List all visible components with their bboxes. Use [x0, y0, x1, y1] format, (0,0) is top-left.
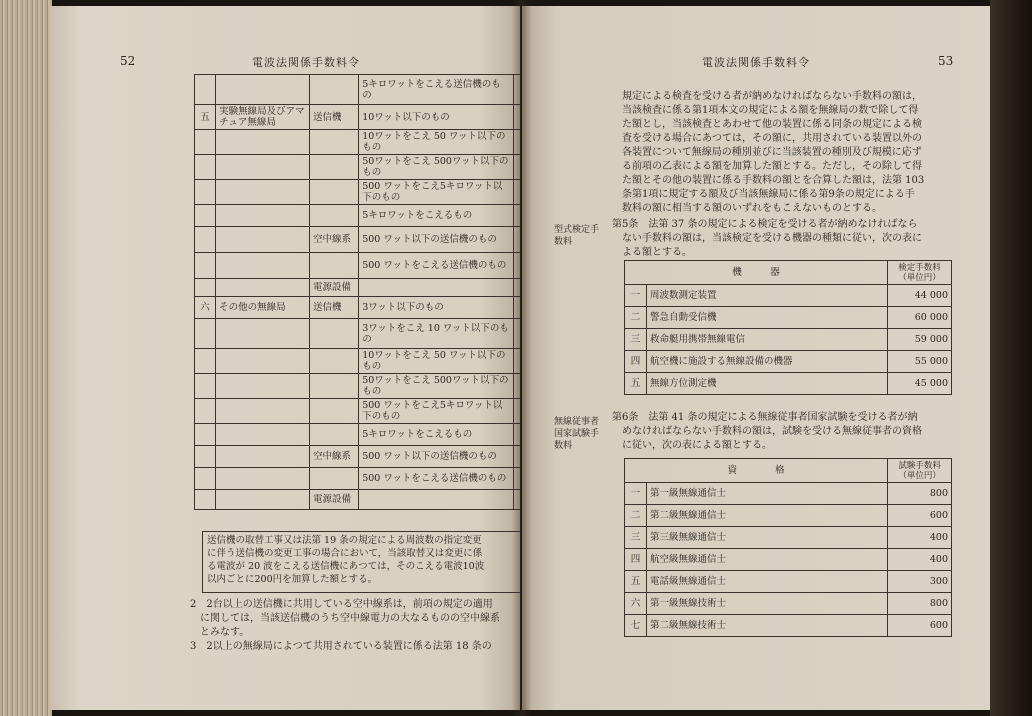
article-6-margin-heading: 無線従事者 国家試験手 数料	[554, 417, 600, 451]
fee-table-row	[195, 205, 521, 227]
class-number	[195, 399, 216, 424]
table-row	[625, 571, 952, 593]
article-5: 第5条 法第 37 条の規定による検定を受ける者が納めなければなら ない手数料の額は，当該検定を受ける機器の種類に従い，次の表に よる額とする。	[612, 219, 922, 258]
row-fee: 45 000	[888, 373, 952, 395]
row-label: 第三級無線通信士	[646, 527, 887, 549]
fee-table-row	[195, 319, 521, 349]
row-number: 二	[625, 307, 647, 329]
inspection-fee-table	[624, 260, 952, 395]
row-label: 警急自動受信機	[646, 307, 887, 329]
station-type	[216, 227, 310, 253]
paragraph-3: 3 2以上の無線局によつて共用されている装置に係る法第 18 条の	[190, 641, 492, 652]
fee-table-row	[195, 374, 521, 399]
equipment-spec	[359, 490, 514, 510]
equipment-spec: 500 ワットをこえる送信機のもの	[359, 253, 514, 279]
equipment-type	[309, 130, 358, 155]
fee-table-row	[195, 130, 521, 155]
fee-table-row	[195, 490, 521, 510]
equipment-type: 空中線系	[309, 227, 358, 253]
table-row	[625, 373, 952, 395]
equipment-spec: 500 ワットをこえる送信機のもの	[359, 468, 514, 490]
station-type	[216, 490, 310, 510]
row-fee: 400	[888, 527, 952, 549]
row-number: 一	[625, 285, 647, 307]
equipment-spec: 500 ワットをこえ5キロワット以下のもの	[359, 399, 514, 424]
table-row	[625, 285, 952, 307]
class-number	[195, 468, 216, 490]
table-row	[625, 505, 952, 527]
row-label: 第二級無線技術士	[646, 615, 887, 637]
station-type: 実験無線局及びアマチュア無線局	[216, 105, 310, 130]
station-type	[216, 253, 310, 279]
equipment-type	[309, 399, 358, 424]
table-row	[625, 593, 952, 615]
fee-table-row	[195, 253, 521, 279]
class-number	[195, 490, 216, 510]
equipment-spec: 3ワットをこえ 10 ワット以下のもの	[359, 319, 514, 349]
row-fee: 800	[888, 483, 952, 505]
equipment-spec: 50ワットをこえ 500ワット以下のもの	[359, 155, 514, 180]
book-cover-right	[990, 0, 1032, 716]
equipment-type: 電源設備	[309, 279, 358, 297]
row-fee: 60 000	[888, 307, 952, 329]
class-number	[195, 253, 216, 279]
row-label: 第一級無線通信士	[646, 483, 887, 505]
equipment-spec: 500 ワットをこえ5キロワット以下のもの	[359, 180, 514, 205]
row-number: 四	[625, 549, 647, 571]
row-fee: 600	[888, 505, 952, 527]
row-fee: 55 000	[888, 351, 952, 373]
table-header-fee: 検定手数料（単位円）	[888, 261, 952, 285]
class-number	[195, 75, 216, 105]
fee-table-row	[195, 446, 521, 468]
station-type	[216, 75, 310, 105]
table-row	[625, 351, 952, 373]
table-header-qualification: 資 格	[625, 459, 888, 483]
class-number	[195, 279, 216, 297]
row-number: 一	[625, 483, 647, 505]
row-fee: 44 000	[888, 285, 952, 307]
table-header-fee: 試験手数料（単位円）	[888, 459, 952, 483]
class-number: 五	[195, 105, 216, 130]
fee-table-row	[195, 155, 521, 180]
row-fee: 400	[888, 549, 952, 571]
row-label: 第二級無線通信士	[646, 505, 887, 527]
station-type	[216, 446, 310, 468]
class-number	[195, 424, 216, 446]
row-label: 航空級無線通信士	[646, 549, 887, 571]
table-header-device: 機 器	[625, 261, 888, 285]
row-fee: 59 000	[888, 329, 952, 351]
station-type	[216, 319, 310, 349]
fee-table-row	[195, 468, 521, 490]
running-header: 電波法関係手数料令	[702, 56, 810, 69]
paragraph-2: 2 2台以上の送信機に共用している空中線系は，前項の規定の適用 に関しては，当該送信機のうち空中線電力の大なるものの空中線系 とみなす。	[190, 599, 500, 638]
row-label: 救命艇用携帯無線電信	[646, 329, 887, 351]
fee-table-row	[195, 297, 521, 319]
fee-table-continued	[194, 74, 520, 510]
equipment-type	[309, 75, 358, 105]
row-number: 三	[625, 527, 647, 549]
equipment-spec: 5キロワットをこえるもの	[359, 424, 514, 446]
row-number: 三	[625, 329, 647, 351]
class-number	[195, 155, 216, 180]
equipment-type	[309, 424, 358, 446]
equipment-type	[309, 155, 358, 180]
equipment-spec: 10ワットをこえ 50 ワット以下のもの	[359, 130, 514, 155]
table-row	[625, 307, 952, 329]
row-fee: 600	[888, 615, 952, 637]
fee-table-row	[195, 424, 521, 446]
class-number	[195, 130, 216, 155]
station-type	[216, 468, 310, 490]
station-type: その他の無線局	[216, 297, 310, 319]
table-row	[625, 549, 952, 571]
page-edges-left	[0, 0, 52, 716]
station-type	[216, 424, 310, 446]
page-number: 52	[120, 54, 136, 68]
row-label: 無線方位測定機	[646, 373, 887, 395]
row-fee: 800	[888, 593, 952, 615]
equipment-type	[309, 374, 358, 399]
table-note: 送信機の取替工事又は法第 19 条の規定による周波数の指定変更 に伴う送信機の変更工事の場合において，当該取替又は変更に係 る電波が 20 波をこえる送信機にあつては，そのこえる電波10波 以内ごとに200円を加算した額とする。	[202, 531, 520, 593]
class-number	[195, 446, 216, 468]
equipment-type	[309, 468, 358, 490]
equipment-spec: 50ワットをこえ 500ワット以下のもの	[359, 374, 514, 399]
station-type	[216, 374, 310, 399]
station-type	[216, 130, 310, 155]
row-label: 電話級無線通信士	[646, 571, 887, 593]
row-label: 第一級無線技術士	[646, 593, 887, 615]
equipment-spec: 5キロワットをこえるもの	[359, 205, 514, 227]
equipment-spec: 3ワット以下のもの	[359, 297, 514, 319]
running-header: 電波法関係手数料令	[252, 56, 360, 69]
row-label: 周波数測定装置	[646, 285, 887, 307]
equipment-spec: 10ワット以下のもの	[359, 105, 514, 130]
row-number: 二	[625, 505, 647, 527]
right-page	[522, 6, 990, 710]
article-6: 第6条 法第 41 条の規定による無線従事者国家試験を受ける者が納 めなければならない手数料の額は，試験を受ける無線従事者の資格 に従い，次の表による額とする。	[612, 412, 922, 451]
station-type	[216, 279, 310, 297]
station-type	[216, 349, 310, 374]
fee-table-row	[195, 399, 521, 424]
fee-table-row	[195, 349, 521, 374]
table-row	[625, 615, 952, 637]
table-row	[625, 527, 952, 549]
row-fee: 300	[888, 571, 952, 593]
row-label: 航空機に施設する無線設備の機器	[646, 351, 887, 373]
intro-paragraph: 規定による検査を受ける者が納めなければならない手数料の額は， 当該検査に係る第1項本文の規定による額を無線局の数で除して得 た額とし，当該検査とあわせて他の装置に係る同条の規定による検 査を受ける場合にあつては，その額に，共用されている装置以外の 各装置について無線局の種別並びに当該装置の種別及び規模に応ず る前項の乙表による額を加算した額とする。ただし，その除して得 た額とその他の装置に係る手数料の額とを合算した額は，法第 103 条第1項に規定する額及び当該無線局に係る第9条の規定による手 数料の額に相当する額のいずれをもこえないものとする。	[622, 91, 925, 214]
exam-fee-table	[624, 458, 952, 637]
row-number: 七	[625, 615, 647, 637]
fee-table-row	[195, 75, 521, 105]
equipment-spec: 10ワットをこえ 50 ワット以下のもの	[359, 349, 514, 374]
equipment-spec: 5キロワットをこえる送信機のもの	[359, 75, 514, 105]
class-number: 六	[195, 297, 216, 319]
station-type	[216, 399, 310, 424]
row-number: 五	[625, 373, 647, 395]
equipment-type	[309, 349, 358, 374]
equipment-type	[309, 180, 358, 205]
fee-table-row	[195, 279, 521, 297]
row-number: 六	[625, 593, 647, 615]
class-number	[195, 205, 216, 227]
equipment-type	[309, 205, 358, 227]
page-number: 53	[938, 54, 954, 68]
station-type	[216, 205, 310, 227]
equipment-type: 空中線系	[309, 446, 358, 468]
equipment-spec	[359, 279, 514, 297]
book-gutter	[512, 0, 532, 716]
equipment-type: 送信機	[309, 297, 358, 319]
class-number	[195, 374, 216, 399]
equipment-type	[309, 319, 358, 349]
fee-table-row	[195, 180, 521, 205]
article-5-margin-heading: 型式検定手 数料	[554, 225, 600, 247]
equipment-spec: 500 ワット以下の送信機のもの	[359, 446, 514, 468]
station-type	[216, 180, 310, 205]
class-number	[195, 349, 216, 374]
row-number: 五	[625, 571, 647, 593]
equipment-type: 電源設備	[309, 490, 358, 510]
left-page	[50, 6, 520, 710]
equipment-type	[309, 253, 358, 279]
equipment-type: 送信機	[309, 105, 358, 130]
table-row	[625, 329, 952, 351]
row-number: 四	[625, 351, 647, 373]
fee-table-row	[195, 105, 521, 130]
class-number	[195, 319, 216, 349]
station-type	[216, 155, 310, 180]
class-number	[195, 227, 216, 253]
fee-table-row	[195, 227, 521, 253]
table-row	[625, 483, 952, 505]
equipment-spec: 500 ワット以下の送信機のもの	[359, 227, 514, 253]
class-number	[195, 180, 216, 205]
